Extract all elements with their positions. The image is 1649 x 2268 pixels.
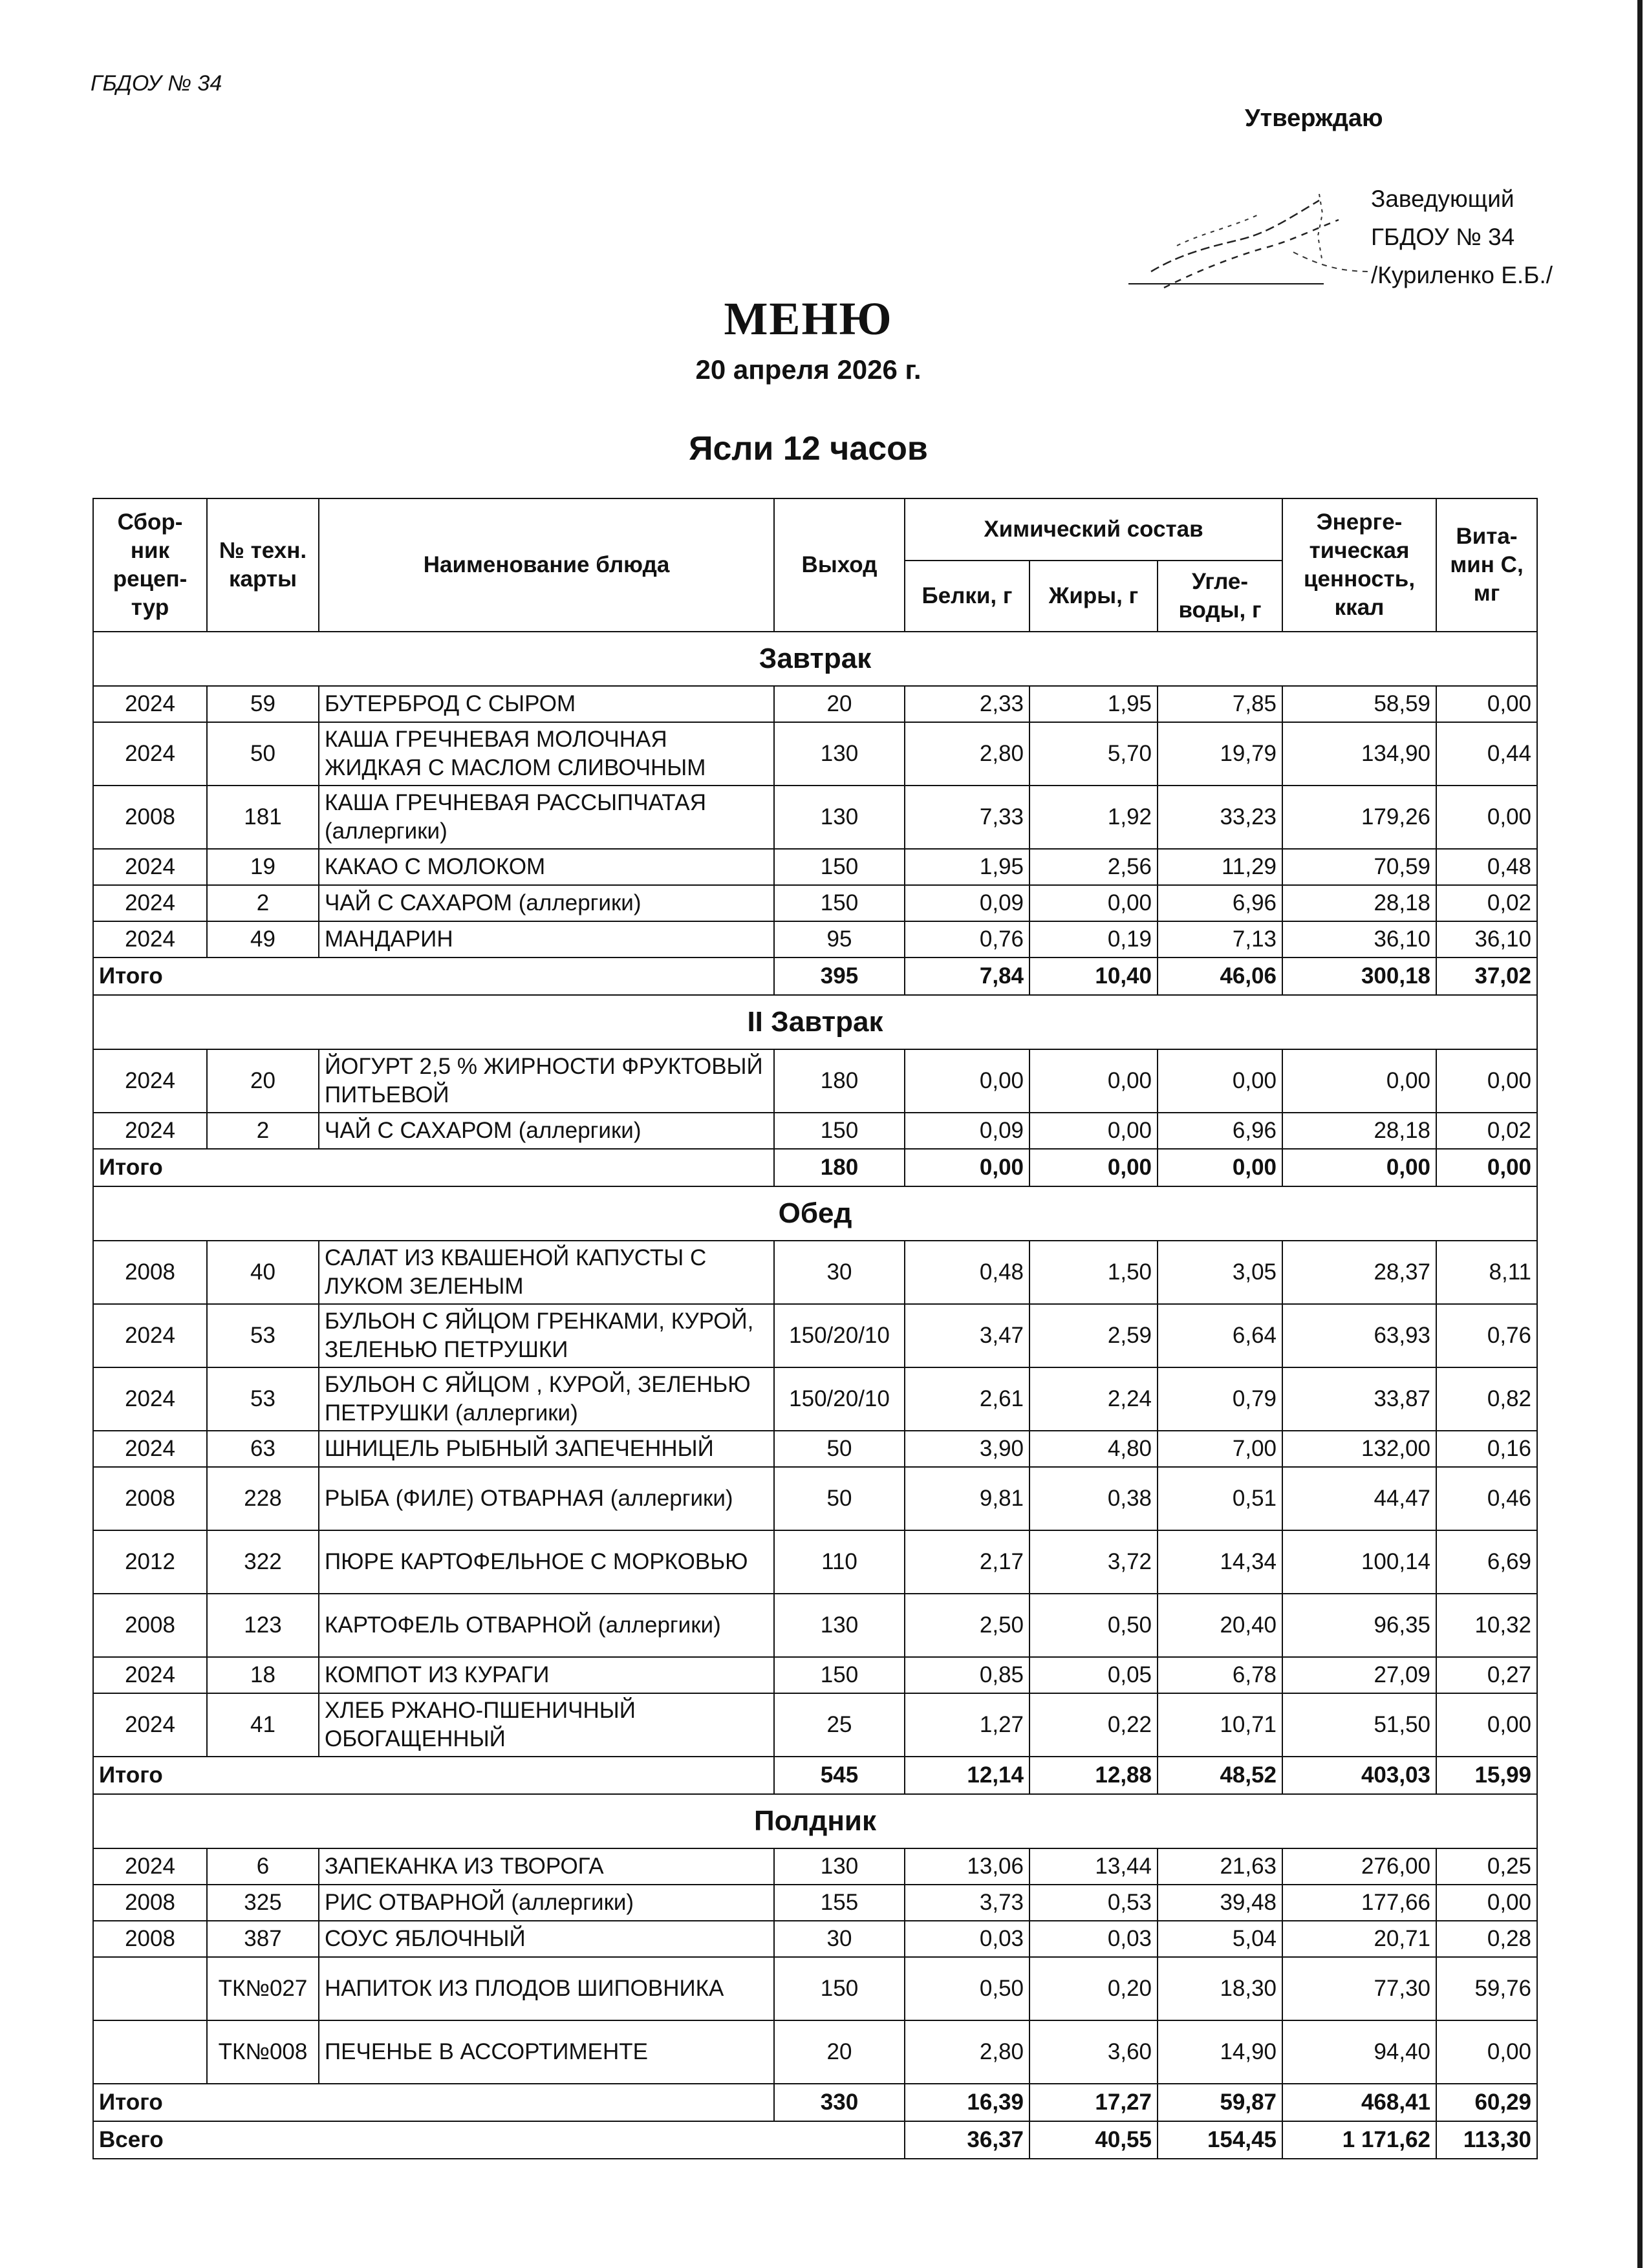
table-row [93, 1467, 1537, 1530]
energy-value: 28,18 [1282, 885, 1436, 921]
energy-value: 276,00 [1282, 1848, 1436, 1885]
table-row [93, 1594, 1537, 1657]
protein-value: 0,85 [905, 1657, 1029, 1693]
energy-value: 63,93 [1282, 1304, 1436, 1367]
fat-value: 13,44 [1029, 1848, 1158, 1885]
dish-yield: 95 [774, 921, 905, 957]
vitamin-value: 0,00 [1436, 1049, 1537, 1113]
fat-value: 2,56 [1029, 849, 1158, 885]
dish-yield: 150/20/10 [774, 1304, 905, 1367]
col-header-carbs: Угле-воды, г [1158, 561, 1282, 632]
protein-value: 1,27 [905, 1693, 1029, 1757]
dish-yield: 20 [774, 686, 905, 722]
recipe-source: 2024 [93, 1693, 207, 1757]
dish-yield: 150 [774, 849, 905, 885]
tech-card-number: 2 [207, 1113, 319, 1149]
energy-value: 70,59 [1282, 849, 1436, 885]
total-protein: 0,00 [905, 1149, 1029, 1186]
fat-value: 2,24 [1029, 1367, 1158, 1431]
dish-yield: 150 [774, 1113, 905, 1149]
total-vitamin: 37,02 [1436, 957, 1537, 995]
dish-name: ЗАПЕКАНКА ИЗ ТВОРОГА [319, 1848, 774, 1885]
recipe-source: 2012 [93, 1530, 207, 1594]
total-label: Итого [93, 957, 774, 995]
col-header-source: Сбор-ник рецеп-тур [93, 498, 207, 632]
fat-value: 1,92 [1029, 786, 1158, 849]
section-row [93, 632, 1537, 686]
carbs-value: 3,05 [1158, 1241, 1282, 1304]
fat-value: 0,20 [1029, 1957, 1158, 2020]
total-carbs: 46,06 [1158, 957, 1282, 995]
total-row [93, 2084, 1537, 2121]
fat-value: 0,00 [1029, 885, 1158, 921]
vitamin-value: 0,48 [1436, 849, 1537, 885]
carbs-value: 20,40 [1158, 1594, 1282, 1657]
total-label: Итого [93, 1149, 774, 1186]
vitamin-value: 0,16 [1436, 1431, 1537, 1467]
carbs-value: 39,48 [1158, 1885, 1282, 1921]
protein-value: 7,33 [905, 786, 1029, 849]
carbs-value: 5,04 [1158, 1921, 1282, 1957]
table-row [93, 1367, 1537, 1431]
grand-total-energy: 1 171,62 [1282, 2121, 1436, 2159]
table-row [93, 885, 1537, 921]
menu-table [92, 498, 1538, 2159]
energy-value: 94,40 [1282, 2020, 1436, 2084]
carbs-value: 18,30 [1158, 1957, 1282, 2020]
fat-value: 0,00 [1029, 1113, 1158, 1149]
fat-value: 0,38 [1029, 1467, 1158, 1530]
dish-yield: 150/20/10 [774, 1367, 905, 1431]
protein-value: 2,80 [905, 2020, 1029, 2084]
fat-value: 0,19 [1029, 921, 1158, 957]
section-row [93, 1794, 1537, 1848]
dish-name: КАРТОФЕЛЬ ОТВАРНОЙ (аллергики) [319, 1594, 774, 1657]
grand-total-vitamin: 113,30 [1436, 2121, 1537, 2159]
tech-card-number: ТК№008 [207, 2020, 319, 2084]
fat-value: 1,50 [1029, 1241, 1158, 1304]
recipe-source: 2008 [93, 1921, 207, 1957]
dish-yield: 20 [774, 2020, 905, 2084]
protein-value: 0,03 [905, 1921, 1029, 1957]
carbs-value: 6,78 [1158, 1657, 1282, 1693]
carbs-value: 0,00 [1158, 1049, 1282, 1113]
recipe-source: 2024 [93, 1049, 207, 1113]
vitamin-value: 0,76 [1436, 1304, 1537, 1367]
dish-yield: 30 [774, 1921, 905, 1957]
energy-value: 0,00 [1282, 1049, 1436, 1113]
approval-label: Утверждаю [1245, 105, 1383, 132]
section-row [93, 995, 1537, 1049]
carbs-value: 11,29 [1158, 849, 1282, 885]
total-row [93, 957, 1537, 995]
total-carbs: 0,00 [1158, 1149, 1282, 1186]
total-energy: 468,41 [1282, 2084, 1436, 2121]
total-yield: 180 [774, 1149, 905, 1186]
grand-total-label: Всего [93, 2121, 905, 2159]
col-header-chemical: Химический состав [905, 498, 1282, 561]
total-yield: 545 [774, 1757, 905, 1794]
carbs-value: 7,13 [1158, 921, 1282, 957]
table-row [93, 1921, 1537, 1957]
head-organization: ГБДОУ № 34 [1371, 224, 1515, 250]
total-energy: 0,00 [1282, 1149, 1436, 1186]
tech-card-number: 228 [207, 1467, 319, 1530]
table-row [93, 1957, 1537, 2020]
total-protein: 7,84 [905, 957, 1029, 995]
dish-name: КАША ГРЕЧНЕВАЯ РАССЫПЧАТАЯ (аллергики) [319, 786, 774, 849]
energy-value: 28,18 [1282, 1113, 1436, 1149]
recipe-source: 2024 [93, 849, 207, 885]
dish-name: РИС ОТВАРНОЙ (аллергики) [319, 1885, 774, 1921]
recipe-source [93, 1957, 207, 2020]
recipe-source: 2024 [93, 1367, 207, 1431]
tech-card-number: 181 [207, 786, 319, 849]
recipe-source: 2024 [93, 885, 207, 921]
tech-card-number: 41 [207, 1693, 319, 1757]
total-vitamin: 15,99 [1436, 1757, 1537, 1794]
recipe-source: 2024 [93, 686, 207, 722]
dish-yield: 130 [774, 722, 905, 786]
recipe-source: 2024 [93, 921, 207, 957]
energy-value: 134,90 [1282, 722, 1436, 786]
tech-card-number: 18 [207, 1657, 319, 1693]
table-row [93, 1304, 1537, 1367]
scan-edge [1637, 0, 1643, 2268]
col-header-yield: Выход [774, 498, 905, 632]
tech-card-number: 2 [207, 885, 319, 921]
recipe-source: 2024 [93, 1431, 207, 1467]
protein-value: 3,90 [905, 1431, 1029, 1467]
approval-block [1371, 180, 1553, 294]
dish-name: КОМПОТ ИЗ КУРАГИ [319, 1657, 774, 1693]
tech-card-number: 40 [207, 1241, 319, 1304]
energy-value: 28,37 [1282, 1241, 1436, 1304]
total-label: Итого [93, 1757, 774, 1794]
tech-card-number: 322 [207, 1530, 319, 1594]
fat-value: 3,60 [1029, 2020, 1158, 2084]
energy-value: 177,66 [1282, 1885, 1436, 1921]
recipe-source: 2024 [93, 1113, 207, 1149]
energy-value: 96,35 [1282, 1594, 1436, 1657]
dish-name: ХЛЕБ РЖАНО-ПШЕНИЧНЫЙ ОБОГАЩЕННЫЙ [319, 1693, 774, 1757]
energy-value: 27,09 [1282, 1657, 1436, 1693]
tech-card-number: ТК№027 [207, 1957, 319, 2020]
energy-value: 51,50 [1282, 1693, 1436, 1757]
tech-card-number: 20 [207, 1049, 319, 1113]
total-yield: 330 [774, 2084, 905, 2121]
vitamin-value: 0,44 [1436, 722, 1537, 786]
group-title: Ясли 12 часов [689, 430, 928, 467]
carbs-value: 14,34 [1158, 1530, 1282, 1594]
vitamin-value: 8,11 [1436, 1241, 1537, 1304]
dish-name: РЫБА (ФИЛЕ) ОТВАРНАЯ (аллергики) [319, 1467, 774, 1530]
dish-name: ЧАЙ С САХАРОМ (аллергики) [319, 1113, 774, 1149]
dish-yield: 25 [774, 1693, 905, 1757]
protein-value: 0,76 [905, 921, 1029, 957]
fat-value: 0,03 [1029, 1921, 1158, 1957]
recipe-source: 2008 [93, 1594, 207, 1657]
dish-yield: 150 [774, 885, 905, 921]
protein-value: 13,06 [905, 1848, 1029, 1885]
vitamin-value: 10,32 [1436, 1594, 1537, 1657]
fat-value: 0,05 [1029, 1657, 1158, 1693]
protein-value: 2,17 [905, 1530, 1029, 1594]
table-row [93, 1885, 1537, 1921]
dish-name: ШНИЦЕЛЬ РЫБНЫЙ ЗАПЕЧЕННЫЙ [319, 1431, 774, 1467]
dish-name: СОУС ЯБЛОЧНЫЙ [319, 1921, 774, 1957]
fat-value: 0,00 [1029, 1049, 1158, 1113]
grand-total-protein: 36,37 [905, 2121, 1029, 2159]
total-protein: 16,39 [905, 2084, 1029, 2121]
protein-value: 0,50 [905, 1957, 1029, 2020]
energy-value: 100,14 [1282, 1530, 1436, 1594]
vitamin-value: 0,25 [1436, 1848, 1537, 1885]
energy-value: 58,59 [1282, 686, 1436, 722]
dish-yield: 50 [774, 1467, 905, 1530]
recipe-source: 2008 [93, 786, 207, 849]
col-header-energy: Энерге-тическая ценность, ккал [1282, 498, 1436, 632]
total-energy: 300,18 [1282, 957, 1436, 995]
fat-value: 0,53 [1029, 1885, 1158, 1921]
total-fat: 10,40 [1029, 957, 1158, 995]
carbs-value: 19,79 [1158, 722, 1282, 786]
total-fat: 12,88 [1029, 1757, 1158, 1794]
energy-value: 179,26 [1282, 786, 1436, 849]
protein-value: 3,47 [905, 1304, 1029, 1367]
protein-value: 2,61 [905, 1367, 1029, 1431]
dish-name: ЙОГУРТ 2,5 % ЖИРНОСТИ ФРУКТОВЫЙ ПИТЬЕВОЙ [319, 1049, 774, 1113]
vitamin-value: 0,46 [1436, 1467, 1537, 1530]
table-row [93, 1657, 1537, 1693]
dish-name: КАША ГРЕЧНЕВАЯ МОЛОЧНАЯ ЖИДКАЯ С МАСЛОМ СЛИВОЧНЫМ [319, 722, 774, 786]
recipe-source: 2024 [93, 722, 207, 786]
protein-value: 2,50 [905, 1594, 1029, 1657]
protein-value: 2,80 [905, 722, 1029, 786]
recipe-source: 2008 [93, 1467, 207, 1530]
head-title: Заведующий [1371, 186, 1514, 212]
carbs-value: 0,51 [1158, 1467, 1282, 1530]
grand-total-carbs: 154,45 [1158, 2121, 1282, 2159]
col-header-protein: Белки, г [905, 561, 1029, 632]
fat-value: 0,22 [1029, 1693, 1158, 1757]
vitamin-value: 0,00 [1436, 1885, 1537, 1921]
dish-name: ПЮРЕ КАРТОФЕЛЬНОЕ С МОРКОВЬЮ [319, 1530, 774, 1594]
tech-card-number: 19 [207, 849, 319, 885]
recipe-source: 2008 [93, 1241, 207, 1304]
col-header-fat: Жиры, г [1029, 561, 1158, 632]
table-row [93, 921, 1537, 957]
dish-yield: 30 [774, 1241, 905, 1304]
carbs-value: 10,71 [1158, 1693, 1282, 1757]
total-fat: 17,27 [1029, 2084, 1158, 2121]
dish-yield: 130 [774, 1594, 905, 1657]
recipe-source [93, 2020, 207, 2084]
protein-value: 0,00 [905, 1049, 1029, 1113]
total-protein: 12,14 [905, 1757, 1029, 1794]
dish-yield: 155 [774, 1885, 905, 1921]
total-vitamin: 60,29 [1436, 2084, 1537, 2121]
table-row [93, 2020, 1537, 2084]
recipe-source: 2024 [93, 1657, 207, 1693]
vitamin-value: 0,82 [1436, 1367, 1537, 1431]
protein-value: 1,95 [905, 849, 1029, 885]
table-row [93, 849, 1537, 885]
dish-yield: 50 [774, 1431, 905, 1467]
tech-card-number: 6 [207, 1848, 319, 1885]
table-row [93, 722, 1537, 786]
fat-value: 2,59 [1029, 1304, 1158, 1367]
table-row [93, 1693, 1537, 1757]
vitamin-value: 0,02 [1436, 885, 1537, 921]
menu-date: 20 апреля 2026 г. [695, 354, 921, 385]
energy-value: 44,47 [1282, 1467, 1436, 1530]
table-row [93, 786, 1537, 849]
vitamin-value: 59,76 [1436, 1957, 1537, 2020]
section-title: Завтрак [93, 632, 1537, 686]
table-row [93, 1049, 1537, 1113]
col-header-name: Наименование блюда [319, 498, 774, 632]
protein-value: 0,09 [905, 885, 1029, 921]
recipe-source: 2024 [93, 1848, 207, 1885]
dish-name: МАНДАРИН [319, 921, 774, 957]
energy-value: 20,71 [1282, 1921, 1436, 1957]
vitamin-value: 36,10 [1436, 921, 1537, 957]
total-vitamin: 0,00 [1436, 1149, 1537, 1186]
vitamin-value: 0,00 [1436, 2020, 1537, 2084]
fat-value: 5,70 [1029, 722, 1158, 786]
tech-card-number: 53 [207, 1367, 319, 1431]
dish-name: САЛАТ ИЗ КВАШЕНОЙ КАПУСТЫ С ЛУКОМ ЗЕЛЕНЫМ [319, 1241, 774, 1304]
vitamin-value: 0,02 [1436, 1113, 1537, 1149]
menu-table-body [93, 632, 1537, 2159]
total-row [93, 1149, 1537, 1186]
carbs-value: 7,85 [1158, 686, 1282, 722]
total-carbs: 59,87 [1158, 2084, 1282, 2121]
carbs-value: 7,00 [1158, 1431, 1282, 1467]
tech-card-number: 63 [207, 1431, 319, 1467]
tech-card-number: 123 [207, 1594, 319, 1657]
tech-card-number: 387 [207, 1921, 319, 1957]
dish-yield: 150 [774, 1657, 905, 1693]
organization-name: ГБДОУ № 34 [91, 71, 222, 96]
dish-name: БУЛЬОН С ЯЙЦОМ , КУРОЙ, ЗЕЛЕНЬЮ ПЕТРУШКИ (аллергики) [319, 1367, 774, 1431]
carbs-value: 6,96 [1158, 885, 1282, 921]
total-yield: 395 [774, 957, 905, 995]
table-row [93, 1241, 1537, 1304]
dish-name: БУЛЬОН С ЯЙЦОМ ГРЕНКАМИ, КУРОЙ, ЗЕЛЕНЬЮ ПЕТРУШКИ [319, 1304, 774, 1367]
tech-card-number: 53 [207, 1304, 319, 1367]
col-header-card: № техн. карты [207, 498, 319, 632]
dish-yield: 130 [774, 1848, 905, 1885]
dish-yield: 130 [774, 786, 905, 849]
recipe-source: 2008 [93, 1885, 207, 1921]
dish-name: ЧАЙ С САХАРОМ (аллергики) [319, 885, 774, 921]
document-title: МЕНЮ [724, 293, 893, 345]
carbs-value: 0,79 [1158, 1367, 1282, 1431]
tech-card-number: 325 [207, 1885, 319, 1921]
vitamin-value: 6,69 [1436, 1530, 1537, 1594]
vitamin-value: 0,27 [1436, 1657, 1537, 1693]
total-row [93, 1757, 1537, 1794]
carbs-value: 33,23 [1158, 786, 1282, 849]
dish-yield: 180 [774, 1049, 905, 1113]
tech-card-number: 49 [207, 921, 319, 957]
dish-name: НАПИТОК ИЗ ПЛОДОВ ШИПОВНИКА [319, 1957, 774, 2020]
energy-value: 36,10 [1282, 921, 1436, 957]
dish-name: ПЕЧЕНЬЕ В АССОРТИМЕНТЕ [319, 2020, 774, 2084]
fat-value: 4,80 [1029, 1431, 1158, 1467]
dish-yield: 150 [774, 1957, 905, 2020]
section-title: Полдник [93, 1794, 1537, 1848]
protein-value: 0,09 [905, 1113, 1029, 1149]
total-fat: 0,00 [1029, 1149, 1158, 1186]
protein-value: 9,81 [905, 1467, 1029, 1530]
section-title: Обед [93, 1186, 1537, 1241]
section-title: II Завтрак [93, 995, 1537, 1049]
vitamin-value: 0,00 [1436, 1693, 1537, 1757]
table-row [93, 1431, 1537, 1467]
energy-value: 132,00 [1282, 1431, 1436, 1467]
dish-name: БУТЕРБРОД С СЫРОМ [319, 686, 774, 722]
dish-name: КАКАО С МОЛОКОМ [319, 849, 774, 885]
section-row [93, 1186, 1537, 1241]
dish-yield: 110 [774, 1530, 905, 1594]
fat-value: 0,50 [1029, 1594, 1158, 1657]
carbs-value: 14,90 [1158, 2020, 1282, 2084]
head-name: /Куриленко Е.Б./ [1371, 262, 1553, 288]
total-energy: 403,03 [1282, 1757, 1436, 1794]
total-label: Итого [93, 2084, 774, 2121]
total-carbs: 48,52 [1158, 1757, 1282, 1794]
grand-total-fat: 40,55 [1029, 2121, 1158, 2159]
tech-card-number: 59 [207, 686, 319, 722]
table-row [93, 1848, 1537, 1885]
table-row [93, 1113, 1537, 1149]
vitamin-value: 0,28 [1436, 1921, 1537, 1957]
carbs-value: 6,64 [1158, 1304, 1282, 1367]
protein-value: 2,33 [905, 686, 1029, 722]
table-row [93, 686, 1537, 722]
protein-value: 0,48 [905, 1241, 1029, 1304]
carbs-value: 6,96 [1158, 1113, 1282, 1149]
fat-value: 1,95 [1029, 686, 1158, 722]
carbs-value: 21,63 [1158, 1848, 1282, 1885]
recipe-source: 2024 [93, 1304, 207, 1367]
table-row [93, 1530, 1537, 1594]
energy-value: 77,30 [1282, 1957, 1436, 2020]
col-header-vitamin: Вита-мин С, мг [1436, 498, 1537, 632]
vitamin-value: 0,00 [1436, 786, 1537, 849]
vitamin-value: 0,00 [1436, 686, 1537, 722]
protein-value: 3,73 [905, 1885, 1029, 1921]
tech-card-number: 50 [207, 722, 319, 786]
grand-total-row [93, 2121, 1537, 2159]
fat-value: 3,72 [1029, 1530, 1158, 1594]
energy-value: 33,87 [1282, 1367, 1436, 1431]
